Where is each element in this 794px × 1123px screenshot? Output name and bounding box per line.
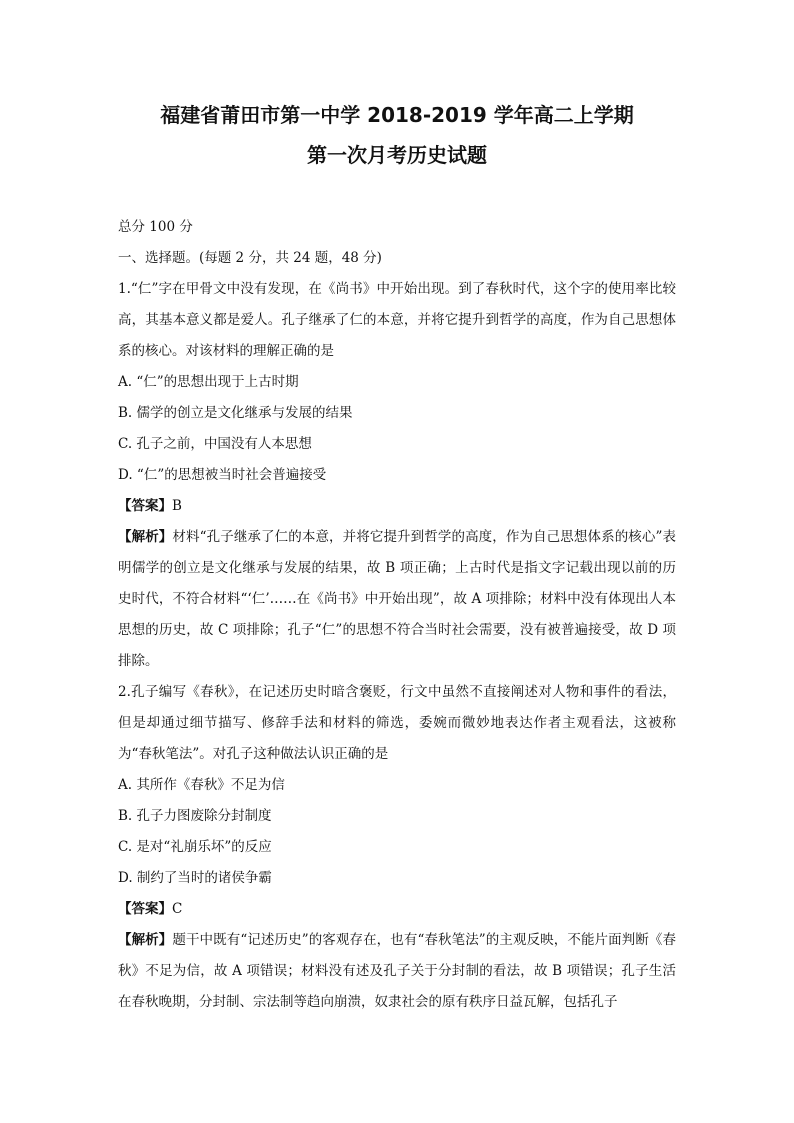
question-2 [118,677,676,1018]
option-a: A. 其所作《春秋》不足为信 [118,777,285,793]
analysis [118,925,676,1018]
answer-value: B [172,498,182,514]
question-stem: 2.孔子编写《春秋》，在记述历史时暗含褒贬，行文中虽然不直接阐述对人物和事件的看法，但是却通过细节描写、修辞手法和材料的筛选，委婉而微妙地表达作者主观看法，这被称为“春秋笔法”。对孔子这种做法认识正确的是 [118,684,676,762]
analysis-text: 题干中既有“记述历史”的客观存在，也有“春秋笔法”的主观反映，不能片面判断《春秋》不足为信，故 A 项错误；材料没有述及孔子关于分封制的看法，故 B 项错误；孔子生活在春秋晚期，分封制、宗法制等趋向崩溃，奴隶社会的原有秩序日益瓦解，包括孔子 [118,932,677,1010]
option-b: B. 孔子力图废除分封制度 [118,808,272,824]
total-score: 总分 100 分 [118,219,193,235]
analysis-label: 【解析】 [118,529,173,545]
answer [118,491,676,522]
question-stem: 1.“仁”字在甲骨文中没有发现，在《尚书》中开始出现。到了春秋时代，这个字的使用率比较高，其基本意义都是爱人。孔子继承了仁的本意，并将它提升到哲学的高度，作为自己思想体系的核心。对该材料的理解正确的是 [118,281,676,359]
answer-label: 【答案】 [118,901,172,917]
answer-label: 【答案】 [118,498,172,514]
title-line-1: 福建省莆田市第一中学 2018-2019 学年高二上学期 [160,103,634,127]
analysis [118,522,676,677]
section-heading: 一、选择题。(每题 2 分，共 24 题，48 分) [118,250,382,266]
title-line-2: 第一次月考历史试题 [307,143,487,167]
option-a: A. “仁”的思想出现于上古时期 [118,374,299,390]
answer [118,894,676,925]
option-c: C. 孔子之前，中国没有人本思想 [118,436,312,452]
option-c: C. 是对“礼崩乐坏”的反应 [118,839,272,855]
analysis-text: 材料“孔子继承了仁的本意，并将它提升到哲学的高度，作为自己思想体系的核心”表明儒学的创立是文化继承与发展的结果，故 B 项正确；上古时代是指文字记载出现以前的历史时代，不符合材料“‘仁’……在《尚书》中开始出现”，故 A 项排除；材料中没有体现出人本思想的历史，故 C 项排除；孔子“仁”的思想不符合当时社会需要，没有被普遍接受，故 D 项排除。 [118,529,677,669]
answer-value: C [172,901,183,917]
option-b: B. 儒学的创立是文化继承与发展的结果 [118,405,353,421]
option-d: D. “仁”的思想被当时社会普遍接受 [118,467,327,483]
option-d: D. 制约了当时的诸侯争霸 [118,870,272,886]
document-body [118,212,676,1018]
question-1 [118,274,676,677]
analysis-label: 【解析】 [118,932,173,948]
